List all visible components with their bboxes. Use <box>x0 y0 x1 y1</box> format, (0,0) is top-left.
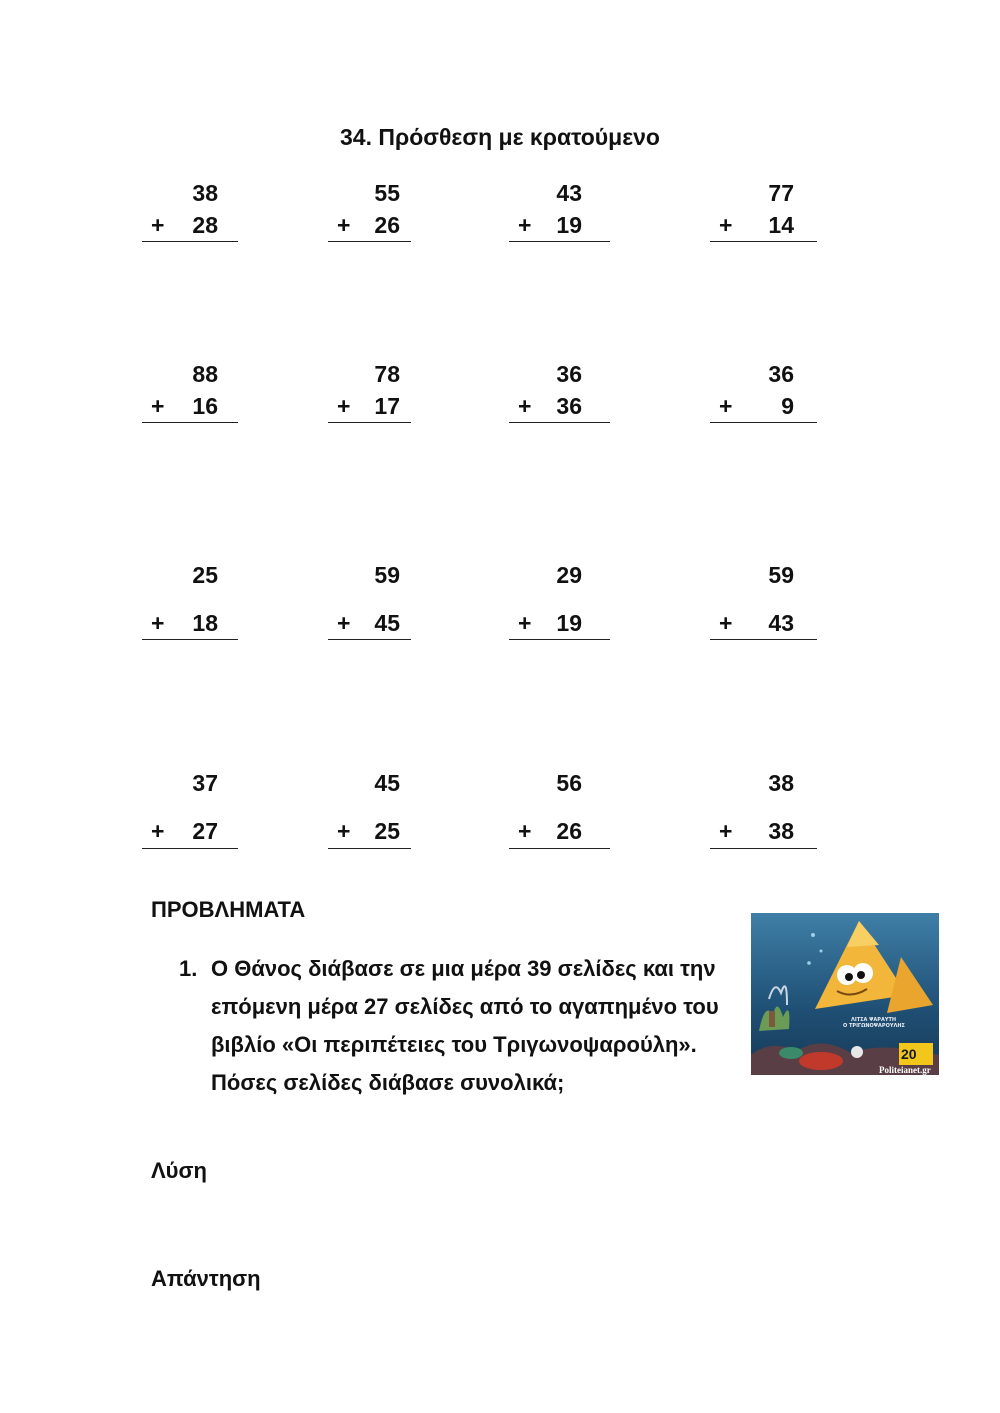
addend-bottom: 25 <box>374 818 400 844</box>
sum-line <box>509 422 610 423</box>
plus-sign: + <box>337 818 351 844</box>
addend-top: 43 <box>556 180 582 206</box>
sum-line <box>142 422 238 423</box>
addend-top: 56 <box>556 770 582 796</box>
plus-sign: + <box>719 212 733 238</box>
word-problem-text: Ο Θάνος διάβασε σε μια μέρα 39 σελίδες και την επόμενη μέρα 27 σελίδες από το αγαπημένο του βιβλίο «Οι περιπέτειες του Τριγωνοψαρούλη». Πόσες σελίδες διάβασε συνολικά; <box>211 956 719 1095</box>
sum-line <box>328 241 411 242</box>
addend-top: 29 <box>556 562 582 588</box>
plus-sign: + <box>151 610 165 636</box>
sum-line <box>328 848 411 849</box>
addend-top: 36 <box>768 361 794 387</box>
sum-line <box>509 241 610 242</box>
answer-label: Απάντηση <box>151 1266 261 1291</box>
addend-bottom: 38 <box>768 818 794 844</box>
addend-bottom: 45 <box>374 610 400 636</box>
sum-line <box>328 639 411 640</box>
word-problem-number: 1. <box>179 956 198 981</box>
addend-bottom: 43 <box>768 610 794 636</box>
plus-sign: + <box>337 393 351 419</box>
addend-bottom: 19 <box>556 610 582 636</box>
addend-bottom: 16 <box>192 393 218 419</box>
plus-sign: + <box>337 212 351 238</box>
word-problem-item <box>179 950 739 1102</box>
addend-bottom: 28 <box>192 212 218 238</box>
addend-top: 45 <box>374 770 400 796</box>
addend-bottom: 17 <box>374 393 400 419</box>
plus-sign: + <box>518 393 532 419</box>
book-cover-badge: 20 <box>901 1046 917 1062</box>
addend-top: 78 <box>374 361 400 387</box>
plus-sign: + <box>719 610 733 636</box>
sum-line <box>328 422 411 423</box>
addend-top: 37 <box>192 770 218 796</box>
addend-top: 77 <box>768 180 794 206</box>
addend-top: 38 <box>192 180 218 206</box>
section-heading: ΠΡΟΒΛΗΜΑΤΑ <box>151 897 306 922</box>
addend-bottom: 9 <box>781 393 794 419</box>
addend-top: 88 <box>192 361 218 387</box>
sum-line <box>710 639 817 640</box>
book-cover-illustration <box>751 913 939 1075</box>
plus-sign: + <box>151 393 165 419</box>
book-cover-author: ΛΙΤΣΑ ΨΑΡΑΥΤΗ <box>851 1017 897 1023</box>
addend-top: 59 <box>768 562 794 588</box>
book-cover-image <box>751 913 939 1075</box>
addend-bottom: 14 <box>768 212 794 238</box>
word-problem-list <box>179 950 739 1102</box>
plus-sign: + <box>719 818 733 844</box>
addend-bottom: 19 <box>556 212 582 238</box>
addend-top: 25 <box>192 562 218 588</box>
addend-bottom: 26 <box>374 212 400 238</box>
sum-line <box>142 639 238 640</box>
addend-bottom: 26 <box>556 818 582 844</box>
addend-bottom: 27 <box>192 818 218 844</box>
plus-sign: + <box>719 393 733 419</box>
sum-line <box>509 639 610 640</box>
plus-sign: + <box>337 610 351 636</box>
book-cover-site: Politeianet.gr <box>879 1065 931 1075</box>
sum-line <box>710 848 817 849</box>
addend-bottom: 18 <box>192 610 218 636</box>
sum-line <box>509 848 610 849</box>
sum-line <box>710 422 817 423</box>
sum-line <box>710 241 817 242</box>
addend-top: 55 <box>374 180 400 206</box>
addend-top: 38 <box>768 770 794 796</box>
solution-label: Λύση <box>151 1158 207 1183</box>
plus-sign: + <box>151 818 165 844</box>
addend-top: 59 <box>374 562 400 588</box>
plus-sign: + <box>518 818 532 844</box>
addend-top: 36 <box>556 361 582 387</box>
sum-line <box>142 848 238 849</box>
book-cover-title: Ο ΤΡΙΓΩΝΟΨΑΡΟΥΛΗΣ <box>843 1023 905 1029</box>
plus-sign: + <box>518 610 532 636</box>
addend-bottom: 36 <box>556 393 582 419</box>
plus-sign: + <box>151 212 165 238</box>
page-title: 34. Πρόσθεση με κρατούμενο <box>340 124 660 150</box>
plus-sign: + <box>518 212 532 238</box>
sum-line <box>142 241 238 242</box>
